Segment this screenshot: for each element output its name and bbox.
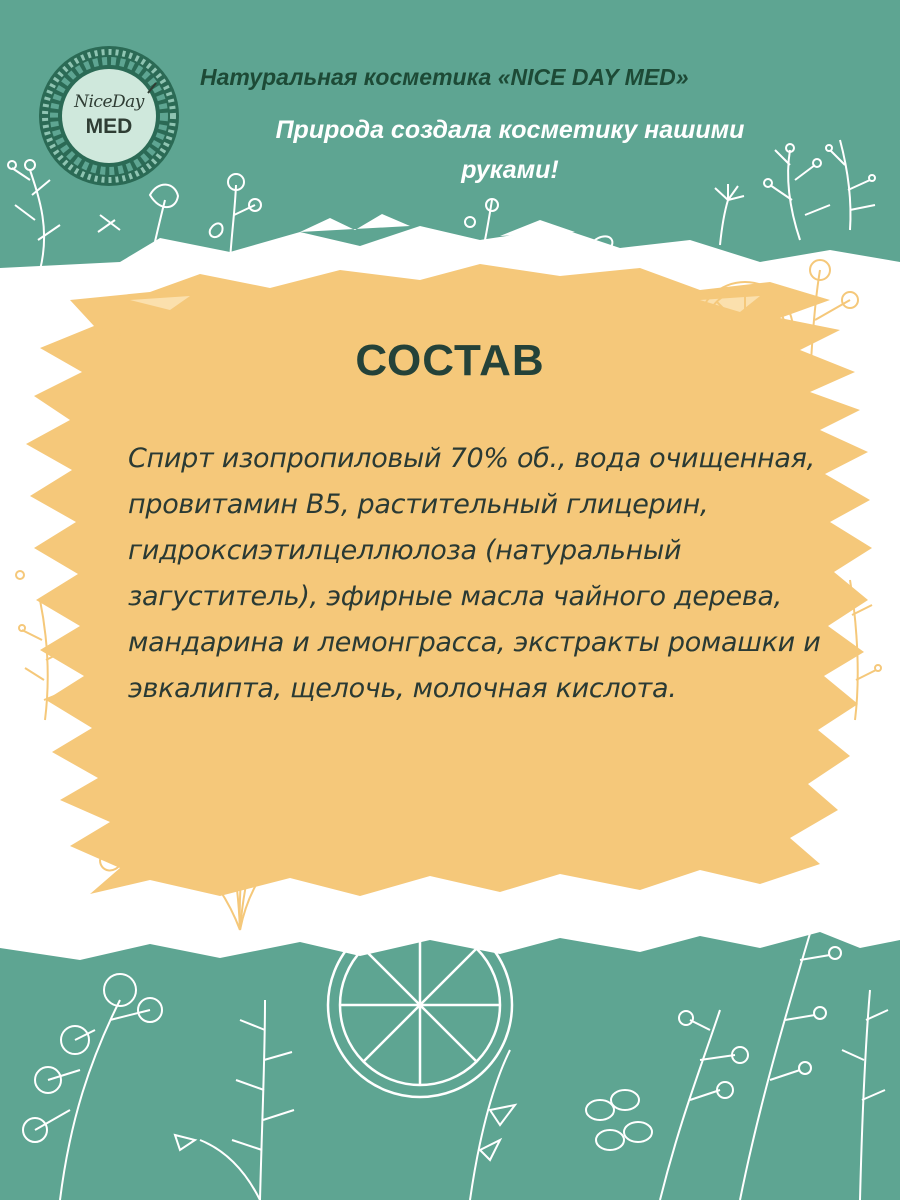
- brand-logo: [38, 45, 180, 187]
- logo-sub-text: MED: [85, 115, 133, 138]
- flower-icon: [23, 974, 162, 1200]
- ingredients-text: Спирт изопропиловый 70% об., вода очищенная, провитамин В5, растительный глицерин, гидроксиэтилцеллюлоза (натуральный загуститель), эфирные масла чайного дерева, мандарина и лемонграсса, экстракты ромашки и эвкалипта, щелочь, молочная кислота.: [128, 443, 821, 704]
- section-title: СОСТАВ: [355, 336, 545, 385]
- logo-brand-text: NiceDay: [74, 92, 144, 112]
- twig-icon: [470, 1050, 515, 1200]
- slogan: Природа создала косметику нашими руками!: [275, 116, 745, 184]
- twig-icon: [175, 1000, 294, 1200]
- lemon-slice-icon: [328, 913, 512, 1097]
- twig-icon: [715, 184, 744, 245]
- brand-tagline: Натуральная косметика «NICE DAY MED»: [200, 64, 689, 90]
- leaf-icon: [586, 1090, 652, 1150]
